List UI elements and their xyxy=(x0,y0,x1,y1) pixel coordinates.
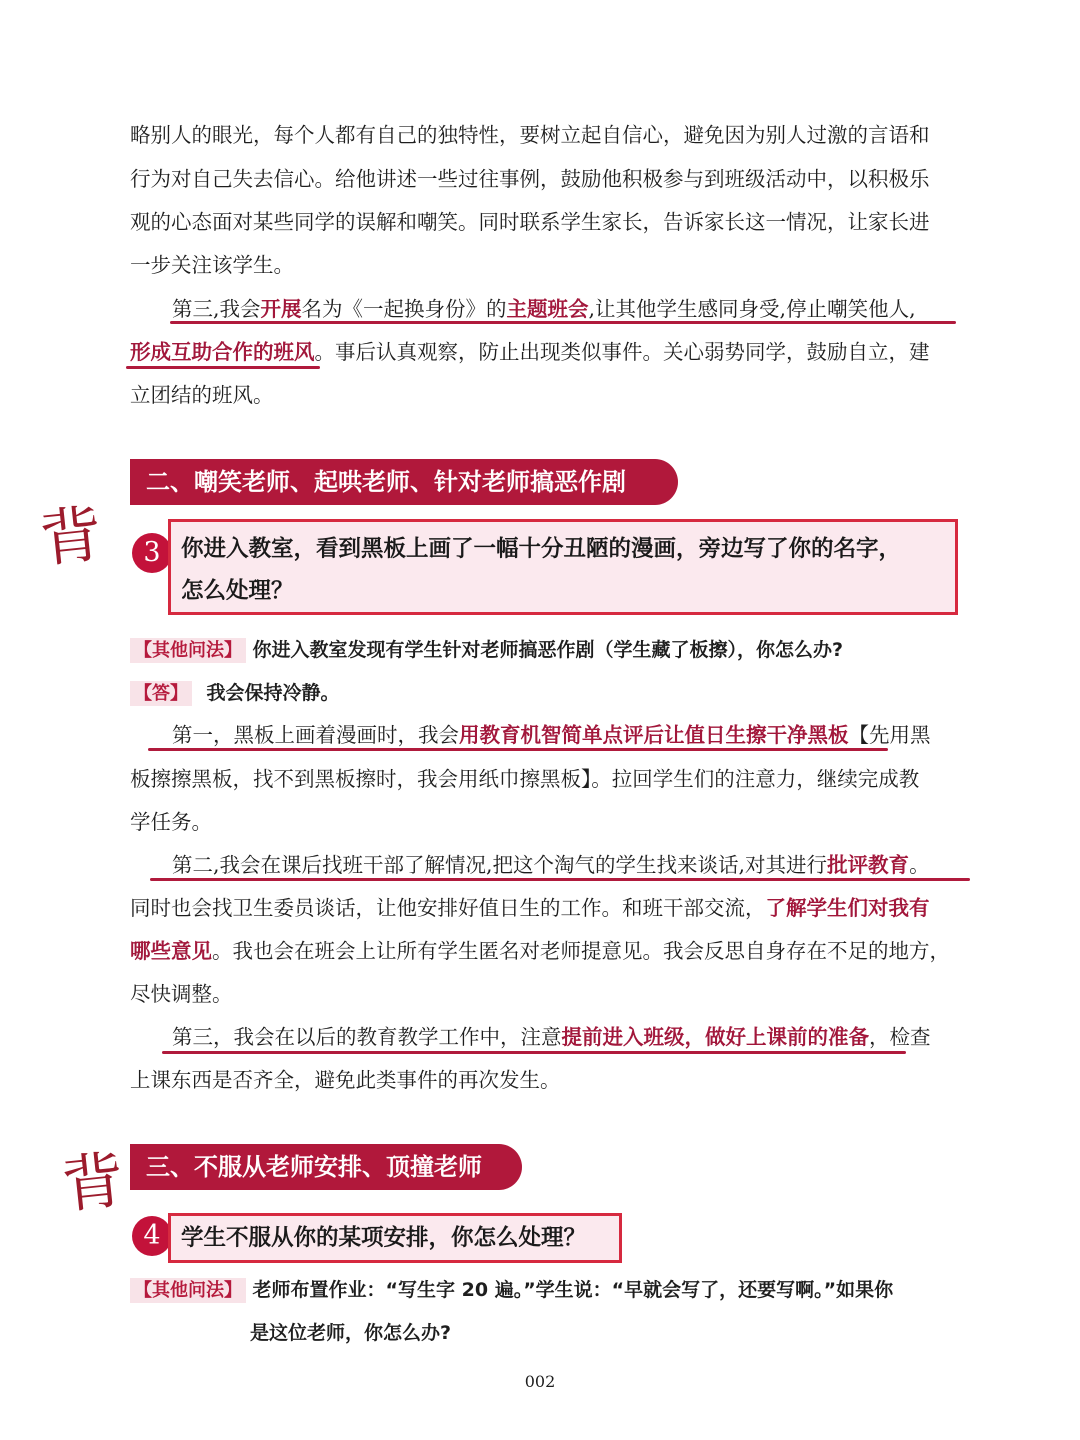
other-question-tag: 【其他问法】 xyxy=(130,638,246,663)
paragraph-line: 同时也会找卫生委员谈话，让他安排好值日生的工作。和班干部交流，了解学生们对我有 xyxy=(130,896,930,920)
paragraph-line: 尽快调整。 xyxy=(130,982,233,1006)
paragraph-line: 板擦擦黑板，找不到黑板擦时，我会用纸巾擦黑板】。拉回学生们的注意力，继续完成教 xyxy=(130,767,920,791)
intro-line: 略别人的眼光，每个人都有自己的独特性，要树立起自信心，避免因为别人过激的言语和 xyxy=(130,123,930,147)
question-text-line: 你进入教室，看到黑板上画了一幅十分丑陋的漫画，旁边写了你的名字， xyxy=(181,536,902,562)
paragraph-line: 上课东西是否齐全，避免此类事件的再次发生。 xyxy=(130,1068,561,1092)
underline xyxy=(148,748,888,751)
other-question-text-cont: 是这位老师，你怎么办? xyxy=(250,1322,452,1344)
answer-tag: 【答】 xyxy=(130,681,192,706)
paragraph-line: 哪些意见。我也会在班会上让所有学生匿名对老师提意见。我会反思自身存在不足的地方， xyxy=(130,939,950,963)
paragraph-line: 第三,我会开展名为《一起换身份》的主题班会,让其他学生感同身受,停止嘲笑他人, xyxy=(172,297,916,321)
paragraph-line: 立团结的班风。 xyxy=(130,383,274,407)
question-box: 学生不服从你的某项安排，你怎么处理？ xyxy=(168,1213,622,1263)
bei-stamp: 背 xyxy=(58,1142,128,1223)
underline xyxy=(170,321,956,324)
intro-line: 观的心态面对某些同学的误解和嘲笑。同时联系学生家长，告诉家长这一情况，让家长进 xyxy=(130,210,930,234)
page-number: 002 xyxy=(524,1372,556,1391)
intro-line: 行为对自己失去信心。给他讲述一些过往事例，鼓励他积极参与到班级活动中，以积极乐 xyxy=(130,167,930,191)
underline xyxy=(126,366,320,369)
other-question-row xyxy=(130,1268,952,1312)
intro-line: 一步关注该学生。 xyxy=(130,253,294,277)
bei-stamp: 背 xyxy=(36,496,106,577)
paragraph-line: 第一，黑板上画着漫画时，我会用教育机智简单点评后让值日生擦干净黑板【先用黑 xyxy=(172,723,931,747)
answer-text: 我会保持冷静。 xyxy=(206,682,340,704)
other-question-tag: 【其他问法】 xyxy=(130,1278,246,1303)
section-title: 三、不服从老师安排、顶撞老师 xyxy=(130,1144,522,1190)
question-text-line: 怎么处理？ xyxy=(181,578,294,604)
question-number-badge: 3 xyxy=(132,533,172,573)
paragraph-line: 形成互助合作的班风。事后认真观察，防止出现类似事件。关心弱势同学，鼓励自立，建 xyxy=(130,340,930,364)
answer-row xyxy=(130,671,952,715)
question-number-badge: 4 xyxy=(132,1216,172,1256)
paragraph-line: 第二,我会在课后找班干部了解情况,把这个淘气的学生找来谈话,对其进行批评教育。 xyxy=(172,853,930,877)
other-question-row xyxy=(130,628,952,672)
other-question-text: 你进入教室发现有学生针对老师搞恶作剧（学生藏了板擦），你怎么办? xyxy=(252,639,844,661)
section-title: 二、嘲笑老师、起哄老师、针对老师搞恶作剧 xyxy=(130,459,678,505)
underline xyxy=(162,1051,906,1054)
other-question-text: 老师布置作业：“写生字 20 遍。”学生说：“早就会写了，还要写啊。”如果你 xyxy=(252,1279,894,1301)
paragraph-line: 第三，我会在以后的教育教学工作中，注意提前进入班级，做好上课前的准备，检查 xyxy=(172,1025,931,1049)
question-box xyxy=(168,519,958,615)
underline xyxy=(150,878,970,881)
paragraph-line: 学任务。 xyxy=(130,810,212,834)
